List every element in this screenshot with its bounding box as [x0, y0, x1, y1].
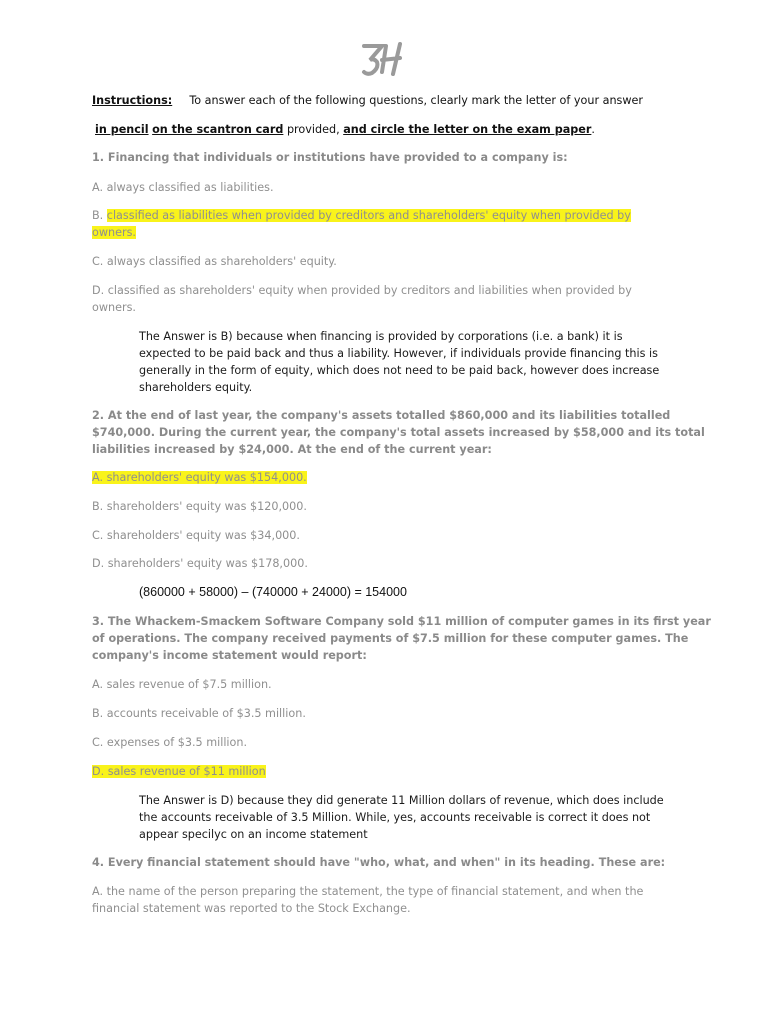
question-4: 4. Every financial statement should have "who, what, and when" in its heading. These are:: [92, 856, 666, 869]
q1-answer-line: generally in the form of equity, which does not need to be paid back, however does increase: [139, 364, 660, 377]
q3-option-d-highlight: D. sales revenue of $11 million: [92, 765, 266, 778]
q2-option-a-highlight: A. shareholders' equity was $154,000.: [92, 471, 307, 484]
provided-text: provided,: [286, 123, 340, 136]
circle-text: and circle the letter on the exam paper: [343, 123, 592, 136]
instructions-line-2: [95, 122, 595, 138]
q1-option-b-highlight-2: owners.: [92, 226, 136, 239]
q3-option-b: B. accounts receivable of $3.5 million.: [92, 707, 306, 720]
q1-answer-line: expected to be paid back and thus a liability. However, if individuals provide financing this is: [139, 347, 658, 360]
q2-option-b: B. shareholders' equity was $120,000.: [92, 500, 307, 513]
q2-option-a: [92, 470, 307, 486]
q3-answer-line: the accounts receivable of 3.5 Million. While, yes, accounts receivable is correct it does not: [139, 811, 651, 824]
q3-option-c: C. expenses of $3.5 million.: [92, 736, 248, 749]
instructions-text: To answer each of the following questions, clearly mark the letter of your answer: [189, 94, 644, 107]
q1-option-d-line-2: owners.: [92, 301, 136, 314]
q1-option-b-highlight: classified as liabilities when provided by creditors and shareholders' equity when provided by: [106, 209, 631, 222]
instructions-line-1: [92, 93, 643, 109]
period-text: .: [591, 123, 595, 136]
q1-option-b-prefix: B.: [92, 209, 107, 222]
q2-option-c: C. shareholders' equity was $34,000.: [92, 529, 300, 542]
question-3-line-2: of operations. The company received payments of $7.5 million for these computer games. The: [92, 632, 689, 645]
q1-option-c: C. always classified as shareholders' equity.: [92, 255, 337, 268]
q1-option-d-line-1: D. classified as shareholders' equity when provided by creditors and liabilities when provided by: [92, 284, 632, 297]
q4-option-a-line-2: financial statement was reported to the Stock Exchange.: [92, 902, 411, 915]
logo-monogram: [360, 38, 408, 78]
question-3-line-1: 3. The Whackem-Smackem Software Company sold $11 million of computer games in its first year: [92, 615, 711, 628]
q2-option-d: D. shareholders' equity was $178,000.: [92, 557, 308, 570]
q4-option-a-line-1: A. the name of the person preparing the statement, the type of financial statement, and when the: [92, 885, 644, 898]
question-3-line-3: company's income statement would report:: [92, 649, 367, 662]
question-1: 1. Financing that individuals or institutions have provided to a company is:: [92, 151, 568, 164]
scantron-text: on the scantron card: [152, 123, 284, 136]
q1-option-b-line-1: [92, 208, 631, 224]
q3-answer-line: appear specilyc on an income statement: [139, 828, 368, 841]
question-2-line-3: liabilities increased by $24,000. At the end of the current year:: [92, 443, 492, 456]
q1-answer-line: shareholders equity.: [139, 381, 253, 394]
q3-answer-line: The Answer is D) because they did generate 11 Million dollars of revenue, which does include: [139, 794, 664, 807]
question-2-line-2: $740,000. During the current year, the company's total assets increased by $58,000 and its total: [92, 426, 705, 439]
q2-formula: (860000 + 58000) – (740000 + 24000) = 154000: [139, 585, 407, 599]
in-pencil-text: in pencil: [95, 123, 149, 136]
question-2-line-1: 2. At the end of last year, the company's assets totalled $860,000 and its liabilities totalled: [92, 409, 671, 422]
instructions-label: Instructions:: [92, 94, 173, 107]
q3-answer-explanation: [139, 792, 669, 843]
q3-option-d: [92, 764, 266, 780]
q1-answer-line: The Answer is B) because when financing is provided by corporations (i.e. a bank) it is: [139, 330, 623, 343]
q3-option-a: A. sales revenue of $7.5 million.: [92, 678, 272, 691]
q1-answer-explanation: [139, 328, 669, 396]
q1-option-a: A. always classified as liabilities.: [92, 181, 274, 194]
q1-option-b-line-2: [92, 225, 136, 241]
